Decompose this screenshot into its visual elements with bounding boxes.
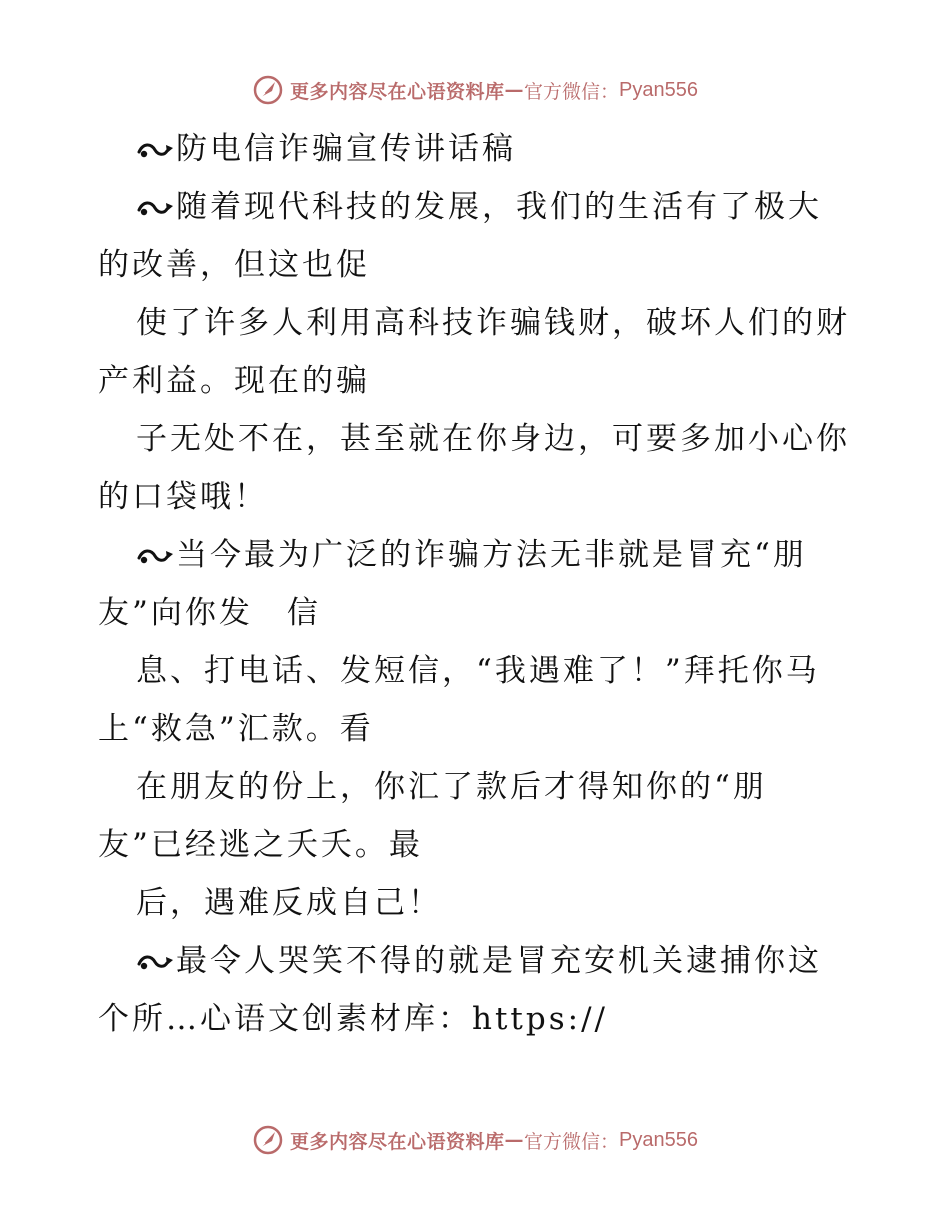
paragraph-line: [98, 526, 858, 584]
paragraph-line: [98, 816, 858, 874]
ornamental-bullet-icon: [136, 545, 176, 567]
footer-banner: [0, 1120, 950, 1160]
document-body: [98, 120, 858, 1048]
paragraph-line: [98, 294, 858, 352]
paragraph-text: 友”向你发 信: [98, 595, 321, 631]
paragraph-text: 后，遇难反成自己！: [136, 885, 442, 921]
paragraph-text: 上“救急”汇款。看: [98, 711, 374, 747]
footer-brand-text: 更多内容尽在心语资料库: [290, 1130, 505, 1153]
paragraph-text: 个所…心语文创素材库：https://: [98, 1001, 608, 1037]
paragraph-text: 在朋友的份上，你汇了款后才得知你的“朋: [136, 769, 767, 805]
paragraph-text: 息、打电话、发短信，“我遇难了！”拜托你马: [136, 653, 820, 689]
header-wechat-id: Pyan556: [619, 78, 698, 101]
quill-logo-icon: [252, 1124, 284, 1156]
title-line: [98, 120, 858, 178]
paragraph-line: [98, 642, 858, 700]
paragraph-text: 当今最为广泛的诈骗方法无非就是冒充“朋: [176, 537, 807, 573]
paragraph-line: [98, 700, 858, 758]
paragraph-text: 产利益。现在的骗: [98, 363, 370, 399]
paragraph-text: 的改善，但这也促: [98, 247, 370, 283]
paragraph-text: 使了许多人利用高科技诈骗钱财，破坏人们的财: [136, 305, 850, 341]
header-brand-text: 更多内容尽在心语资料库: [290, 80, 505, 103]
paragraph-text: 子无处不在，甚至就在你身边，可要多加小心你: [136, 421, 850, 457]
header-dash: —: [504, 79, 525, 101]
paragraph-line: [98, 758, 858, 816]
footer-wechat-label: 官方微信：: [524, 1130, 620, 1153]
paragraph-line: [98, 236, 858, 294]
paragraph-text: 最令人哭笑不得的就是冒充安机关逮捕你这: [176, 943, 822, 979]
paragraph-line: [98, 932, 858, 990]
ornamental-bullet-icon: [136, 197, 176, 219]
paragraph-text: 的口袋哦！: [98, 479, 268, 515]
paragraph-line: [98, 352, 858, 410]
footer-dash: —: [504, 1129, 525, 1151]
paragraph-line: [98, 874, 858, 932]
quill-logo-icon: [252, 74, 284, 106]
document-title: 防电信诈骗宣传讲话稿: [176, 131, 516, 167]
paragraph-line: [98, 584, 858, 642]
ornamental-bullet-icon: [136, 951, 176, 973]
header-banner: [0, 70, 950, 110]
paragraph-line: [98, 178, 858, 236]
header-wechat-label: 官方微信：: [524, 80, 620, 103]
paragraph-line: [98, 468, 858, 526]
paragraph-line: [98, 990, 858, 1048]
paragraph-text: 友”已经逃之夭夭。最: [98, 827, 423, 863]
paragraph-text: 随着现代科技的发展，我们的生活有了极大: [176, 189, 822, 225]
paragraph-line: [98, 410, 858, 468]
ornamental-bullet-icon: [136, 139, 176, 161]
footer-wechat-id: Pyan556: [619, 1128, 698, 1151]
